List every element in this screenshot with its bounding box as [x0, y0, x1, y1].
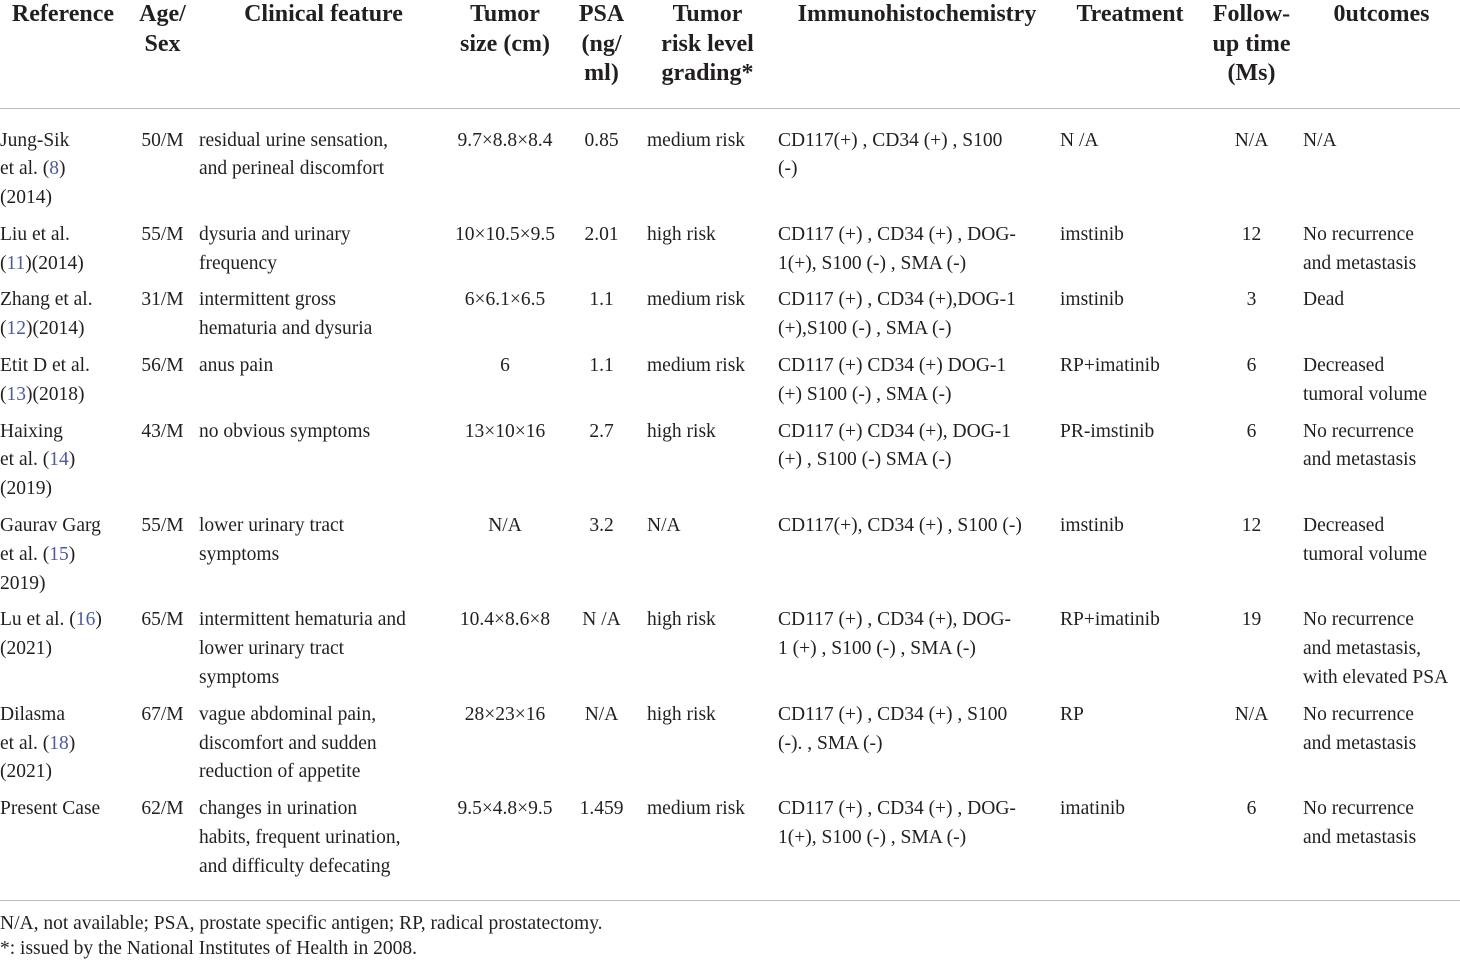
cell-tumor-size — [448, 286, 562, 352]
cell-text: 2.7 — [589, 420, 614, 442]
reference-text: ) — [95, 609, 102, 631]
reference-line — [0, 418, 126, 447]
cell-text: high risk — [647, 420, 716, 442]
cell-risk-grading — [641, 286, 774, 352]
cell-age-sex — [126, 418, 199, 512]
cell-treatment — [1060, 795, 1200, 900]
cell-clinical-feature — [199, 221, 448, 287]
reference-text: ) — [68, 449, 76, 471]
cell-clinical-feature — [199, 108, 448, 221]
cell-line: CD117 (+) , CD34 (+) , DOG- — [778, 223, 1016, 245]
cell-text: 3.2 — [589, 515, 614, 537]
cell-text: 1.459 — [579, 798, 624, 820]
cell-line: symptoms — [199, 543, 280, 565]
cell-line: intermittent gross — [199, 289, 337, 311]
cell-outcome — [1303, 352, 1460, 418]
cell-immunohistochemistry — [774, 701, 1060, 795]
cell-text: N /A — [582, 609, 621, 631]
cell-text: 67/M — [141, 703, 184, 725]
cell-text: 28×23×16 — [464, 703, 546, 725]
cell-clinical-feature — [199, 795, 448, 900]
cell-text: 6 — [1246, 355, 1257, 377]
cell-immunohistochemistry — [774, 221, 1060, 287]
cell-text: medium risk — [647, 355, 746, 377]
citation-link[interactable]: 15 — [49, 543, 69, 565]
reference-line — [0, 221, 126, 250]
table-row — [0, 512, 1460, 606]
header-line: size (cm) — [460, 30, 550, 57]
cell-text: 6 — [1246, 420, 1257, 442]
citation-link[interactable]: 18 — [49, 732, 69, 754]
cell-line: CD117(+) , CD34 (+) , S100 — [778, 129, 1003, 151]
header-line: Follow- — [1212, 1, 1291, 27]
table-row — [0, 352, 1460, 418]
cell-age-sex — [126, 352, 199, 418]
cell-text: N/A — [647, 515, 681, 537]
cell-line: and metastasis — [1303, 449, 1417, 471]
cell-risk-grading — [641, 221, 774, 287]
cell-psa — [562, 286, 641, 352]
reference-text: (2014) — [0, 187, 52, 209]
header-row — [0, 0, 1460, 108]
reference-line — [0, 127, 126, 156]
cell-immunohistochemistry — [774, 418, 1060, 512]
cell-text: 3 — [1246, 289, 1257, 311]
cell-age-sex — [126, 221, 199, 287]
cell-follow-up — [1200, 221, 1303, 287]
table-row — [0, 286, 1460, 352]
cell-age-sex — [126, 286, 199, 352]
cell-line: lower urinary tract — [199, 638, 345, 660]
cell-line: and metastasis — [1303, 827, 1417, 849]
cell-line: anus pain — [199, 355, 274, 377]
cell-text: RP+imatinib — [1060, 609, 1160, 631]
reference-text: Dilasma — [0, 703, 65, 725]
cell-treatment — [1060, 701, 1200, 795]
cell-line: No recurrence — [1303, 798, 1414, 820]
cell-follow-up — [1200, 418, 1303, 512]
cell-line: (-) — [778, 158, 798, 180]
cell-text: RP — [1060, 703, 1084, 725]
cell-treatment — [1060, 108, 1200, 221]
cell-immunohistochemistry — [774, 606, 1060, 700]
cell-text: PR-imstinib — [1060, 420, 1155, 442]
cell-psa — [562, 795, 641, 900]
cell-line: tumoral volume — [1303, 543, 1428, 565]
cell-outcome — [1303, 795, 1460, 900]
cell-reference — [0, 286, 126, 352]
reference-text: Etit D et al. — [0, 355, 90, 377]
cell-text: N/A — [584, 703, 619, 725]
reference-text: Present Case — [0, 798, 101, 820]
header-follow-up — [1200, 0, 1303, 108]
cell-line: and metastasis, — [1303, 638, 1422, 660]
header-line: Immunohistochemistry — [797, 1, 1037, 27]
cell-text: 43/M — [141, 420, 184, 442]
reference-line — [0, 701, 126, 730]
reference-text: )(2014) — [25, 252, 84, 274]
header-tumor-size — [448, 0, 562, 108]
table-footnotes — [0, 911, 603, 961]
cell-text: high risk — [647, 223, 716, 245]
cell-age-sex — [126, 512, 199, 606]
cell-text: 10.4×8.6×8 — [459, 609, 551, 631]
reference-text: et al. ( — [0, 543, 50, 565]
cell-line: 1(+), S100 (-) , SMA (-) — [778, 252, 967, 274]
cell-risk-grading — [641, 108, 774, 221]
reference-text: et al. ( — [0, 158, 50, 180]
cell-risk-grading — [641, 418, 774, 512]
table-row — [0, 701, 1460, 795]
reference-line — [0, 635, 126, 664]
cell-follow-up — [1200, 701, 1303, 795]
cell-outcome — [1303, 418, 1460, 512]
cell-text: medium risk — [647, 798, 746, 820]
reference-line — [0, 446, 126, 475]
cell-text: 12 — [1241, 515, 1262, 537]
header-psa — [562, 0, 641, 108]
cell-psa — [562, 418, 641, 512]
header-treatment — [1060, 0, 1200, 108]
cell-text: 13×10×16 — [464, 420, 546, 442]
header-reference — [0, 0, 126, 108]
reference-text: )(2014) — [26, 318, 85, 340]
cell-risk-grading — [641, 512, 774, 606]
reference-line — [0, 606, 126, 635]
cell-line: No recurrence — [1303, 609, 1414, 631]
cell-outcome — [1303, 108, 1460, 221]
citation-link[interactable]: 13 — [6, 383, 26, 405]
reference-text: (2019) — [0, 478, 52, 500]
cell-text: N/A — [488, 515, 522, 537]
cell-text: 12 — [1241, 223, 1262, 245]
cell-line: Decreased — [1303, 355, 1385, 377]
reference-line — [0, 286, 126, 315]
cell-line: reduction of appetite — [199, 761, 361, 783]
cell-line: No recurrence — [1303, 703, 1414, 725]
cell-text: imstinib — [1060, 515, 1124, 537]
cell-line: no obvious symptoms — [199, 420, 371, 442]
reference-line — [0, 315, 126, 344]
cell-treatment — [1060, 606, 1200, 700]
header-line: ml) — [584, 60, 619, 86]
cell-risk-grading — [641, 352, 774, 418]
cell-line: and metastasis — [1303, 732, 1417, 754]
reference-text: ( — [0, 318, 7, 340]
header-age-sex — [126, 0, 199, 108]
cell-text: 9.7×8.8×8.4 — [457, 129, 553, 151]
cell-line: frequency — [199, 252, 277, 274]
cell-line: No recurrence — [1303, 223, 1414, 245]
cell-follow-up — [1200, 352, 1303, 418]
cell-text: 31/M — [141, 289, 184, 311]
cell-line: CD117 (+) , CD34 (+), DOG- — [778, 609, 1012, 631]
cell-immunohistochemistry — [774, 352, 1060, 418]
cell-immunohistochemistry — [774, 286, 1060, 352]
reference-line — [0, 758, 126, 787]
cell-outcome — [1303, 512, 1460, 606]
reference-text: Liu et al. — [0, 223, 70, 245]
cell-immunohistochemistry — [774, 108, 1060, 221]
reference-text: Gaurav Garg — [0, 515, 101, 537]
table-row — [0, 606, 1460, 700]
cell-clinical-feature — [199, 512, 448, 606]
cell-text: 1.1 — [589, 355, 614, 377]
cell-treatment — [1060, 512, 1200, 606]
cell-line: vague abdominal pain, — [199, 703, 377, 725]
cell-line: 1(+), S100 (-) , SMA (-) — [778, 827, 967, 849]
reference-text: ) — [59, 158, 66, 180]
table-row — [0, 418, 1460, 512]
reference-text: ) — [68, 543, 76, 565]
cell-text: 55/M — [141, 223, 184, 245]
reference-text: ) — [68, 732, 76, 754]
cell-line: CD117 (+) , CD34 (+),DOG-1 — [778, 289, 1016, 311]
header-line: 0utcomes — [1333, 1, 1430, 27]
cell-treatment — [1060, 286, 1200, 352]
reference-line — [0, 730, 126, 759]
cell-line: (+) S100 (-) , SMA (-) — [778, 383, 952, 405]
footnote-risk-source: *: issued by the National Institutes of Health in 2008. — [0, 938, 418, 959]
cell-line: N/A — [1303, 129, 1337, 151]
table-row — [0, 795, 1460, 900]
cell-outcome — [1303, 701, 1460, 795]
header-line: grading* — [661, 60, 754, 86]
cell-reference — [0, 795, 126, 900]
cell-age-sex — [126, 701, 199, 795]
header-line: Tumor — [470, 1, 540, 27]
cell-text: N/A — [1234, 129, 1269, 151]
cell-text: 9.5×4.8×9.5 — [457, 798, 553, 820]
cell-line: No recurrence — [1303, 420, 1414, 442]
cell-line: hematuria and dysuria — [199, 318, 373, 340]
cell-age-sex — [126, 108, 199, 221]
header-line: PSA — [578, 1, 625, 27]
cell-text: 50/M — [141, 129, 184, 151]
cell-line: and perineal discomfort — [199, 158, 385, 180]
cell-risk-grading — [641, 701, 774, 795]
cell-risk-grading — [641, 795, 774, 900]
cell-line: 1 (+) , S100 (-) , SMA (-) — [778, 638, 976, 660]
reference-line — [0, 155, 126, 184]
citation-link[interactable]: 12 — [6, 318, 26, 340]
cell-text: 56/M — [141, 355, 184, 377]
cell-line: residual urine sensation, — [199, 129, 388, 151]
cell-follow-up — [1200, 512, 1303, 606]
cell-text: 6 — [500, 355, 510, 377]
cell-clinical-feature — [199, 701, 448, 795]
cell-text: high risk — [647, 703, 716, 725]
cell-text: imstinib — [1060, 289, 1124, 311]
cell-clinical-feature — [199, 418, 448, 512]
cell-reference — [0, 418, 126, 512]
cell-follow-up — [1200, 108, 1303, 221]
reference-line — [0, 250, 126, 279]
cell-tumor-size — [448, 795, 562, 900]
cell-psa — [562, 108, 641, 221]
cell-text: medium risk — [647, 289, 746, 311]
header-line: Reference — [11, 1, 115, 27]
cell-line: Decreased — [1303, 515, 1385, 537]
cell-text: N /A — [1060, 129, 1099, 151]
cell-age-sex — [126, 606, 199, 700]
reference-text: ( — [0, 252, 7, 274]
cell-psa — [562, 352, 641, 418]
cell-tumor-size — [448, 606, 562, 700]
reference-text: )(2018) — [26, 383, 85, 405]
table-body — [0, 108, 1460, 900]
cell-text: N/A — [1234, 703, 1269, 725]
cell-tumor-size — [448, 701, 562, 795]
cell-treatment — [1060, 352, 1200, 418]
cell-text: 1.1 — [589, 289, 614, 311]
header-immunohistochemistry — [774, 0, 1060, 108]
cell-text: RP+imatinib — [1060, 355, 1160, 377]
cell-line: symptoms — [199, 667, 280, 689]
footnote-abbreviations: N/A, not available; PSA, prostate specific antigen; RP, radical prostatectomy. — [0, 913, 603, 934]
citation-link[interactable]: 8 — [49, 158, 60, 180]
cell-text: 65/M — [141, 609, 184, 631]
cell-line: discomfort and sudden — [199, 732, 377, 754]
cell-risk-grading — [641, 606, 774, 700]
cell-line: (+) , S100 (-) SMA (-) — [778, 449, 952, 471]
header-clinical-feature — [199, 0, 448, 108]
citation-link[interactable]: 16 — [75, 609, 96, 631]
reference-text: et al. ( — [0, 732, 50, 754]
cell-treatment — [1060, 221, 1200, 287]
reference-line — [0, 475, 126, 504]
cell-text: medium risk — [647, 129, 746, 151]
cell-text: 55/M — [141, 515, 184, 537]
cell-line: and difficulty defecating — [199, 855, 391, 877]
reference-line — [0, 795, 126, 824]
cell-line: intermittent hematuria and — [199, 609, 406, 631]
reference-line — [0, 184, 126, 213]
cell-outcome — [1303, 286, 1460, 352]
header-line: Treatment — [1076, 1, 1184, 27]
cell-text: 6 — [1246, 798, 1257, 820]
reference-line — [0, 352, 126, 381]
cell-line: lower urinary tract — [199, 515, 345, 537]
reference-text: 2019) — [0, 572, 46, 594]
header-line: risk level — [661, 30, 754, 57]
table-row — [0, 108, 1460, 221]
cell-follow-up — [1200, 606, 1303, 700]
cell-text: 0.85 — [584, 129, 619, 151]
cell-line: CD117(+), CD34 (+) , S100 (-) — [778, 515, 1022, 537]
cell-line: Dead — [1303, 289, 1345, 311]
cell-reference — [0, 606, 126, 700]
cell-tumor-size — [448, 108, 562, 221]
cell-line: tumoral volume — [1303, 383, 1428, 405]
header-line: (Ms) — [1227, 60, 1276, 86]
cell-tumor-size — [448, 221, 562, 287]
reference-line — [0, 381, 126, 410]
cell-reference — [0, 512, 126, 606]
cell-line: with elevated PSA — [1303, 667, 1449, 689]
cell-psa — [562, 512, 641, 606]
cell-text: high risk — [647, 609, 716, 631]
reference-line — [0, 512, 126, 541]
header-line: up time — [1212, 30, 1291, 57]
reference-text: Jung-Sik — [0, 129, 70, 151]
cell-follow-up — [1200, 286, 1303, 352]
reference-text: (2021) — [0, 638, 52, 660]
cell-clinical-feature — [199, 352, 448, 418]
cell-outcome — [1303, 606, 1460, 700]
header-risk-grading — [641, 0, 774, 108]
header-outcomes — [1303, 0, 1460, 108]
reference-text: Lu et al. ( — [0, 609, 76, 631]
header-line: (ng/ — [581, 30, 622, 57]
reference-line — [0, 541, 126, 570]
cell-line: and metastasis — [1303, 252, 1417, 274]
cell-text: 62/M — [141, 798, 184, 820]
cell-text: 2.01 — [584, 223, 619, 245]
reference-text: et al. ( — [0, 449, 50, 471]
cell-line: (-). , SMA (-) — [778, 732, 883, 754]
cell-text: imatinib — [1060, 798, 1125, 820]
cell-age-sex — [126, 795, 199, 900]
cell-tumor-size — [448, 352, 562, 418]
cell-outcome — [1303, 221, 1460, 287]
cell-tumor-size — [448, 418, 562, 512]
table-row — [0, 221, 1460, 287]
cell-clinical-feature — [199, 286, 448, 352]
cell-line: dysuria and urinary — [199, 223, 351, 245]
cell-clinical-feature — [199, 606, 448, 700]
cell-immunohistochemistry — [774, 795, 1060, 900]
reference-line — [0, 570, 126, 599]
cell-line: (+),S100 (-) , SMA (-) — [778, 318, 952, 340]
cell-line: changes in urination — [199, 798, 358, 820]
cell-line: CD117 (+) , CD34 (+) , S100 — [778, 703, 1008, 725]
citation-link[interactable]: 11 — [6, 252, 26, 274]
cell-line: CD117 (+) CD34 (+) DOG-1 — [778, 355, 1007, 377]
cell-text: 19 — [1241, 609, 1262, 631]
cell-reference — [0, 352, 126, 418]
cell-reference — [0, 701, 126, 795]
cell-psa — [562, 221, 641, 287]
cell-reference — [0, 221, 126, 287]
cell-text: 6×6.1×6.5 — [464, 289, 546, 311]
reference-text: (2021) — [0, 761, 52, 783]
cell-reference — [0, 108, 126, 221]
citation-link[interactable]: 14 — [49, 449, 69, 471]
cell-psa — [562, 606, 641, 700]
header-line: Sex — [144, 30, 181, 57]
cell-immunohistochemistry — [774, 512, 1060, 606]
cell-psa — [562, 701, 641, 795]
cell-line: CD117 (+) CD34 (+), DOG-1 — [778, 420, 1012, 442]
reference-text: ( — [0, 383, 7, 405]
header-line: Clinical feature — [244, 1, 403, 27]
cell-text: 10×10.5×9.5 — [455, 223, 555, 245]
cell-follow-up — [1200, 795, 1303, 900]
cell-text: imstinib — [1060, 223, 1124, 245]
cell-line: CD117 (+) , CD34 (+) , DOG- — [778, 798, 1016, 820]
reference-text: Haixing — [0, 420, 63, 442]
header-line: Age/ — [139, 1, 186, 27]
cell-treatment — [1060, 418, 1200, 512]
reference-text: Zhang et al. — [0, 289, 93, 311]
cell-line: habits, frequent urination, — [199, 827, 401, 849]
cell-tumor-size — [448, 512, 562, 606]
header-line: Tumor — [672, 1, 743, 27]
